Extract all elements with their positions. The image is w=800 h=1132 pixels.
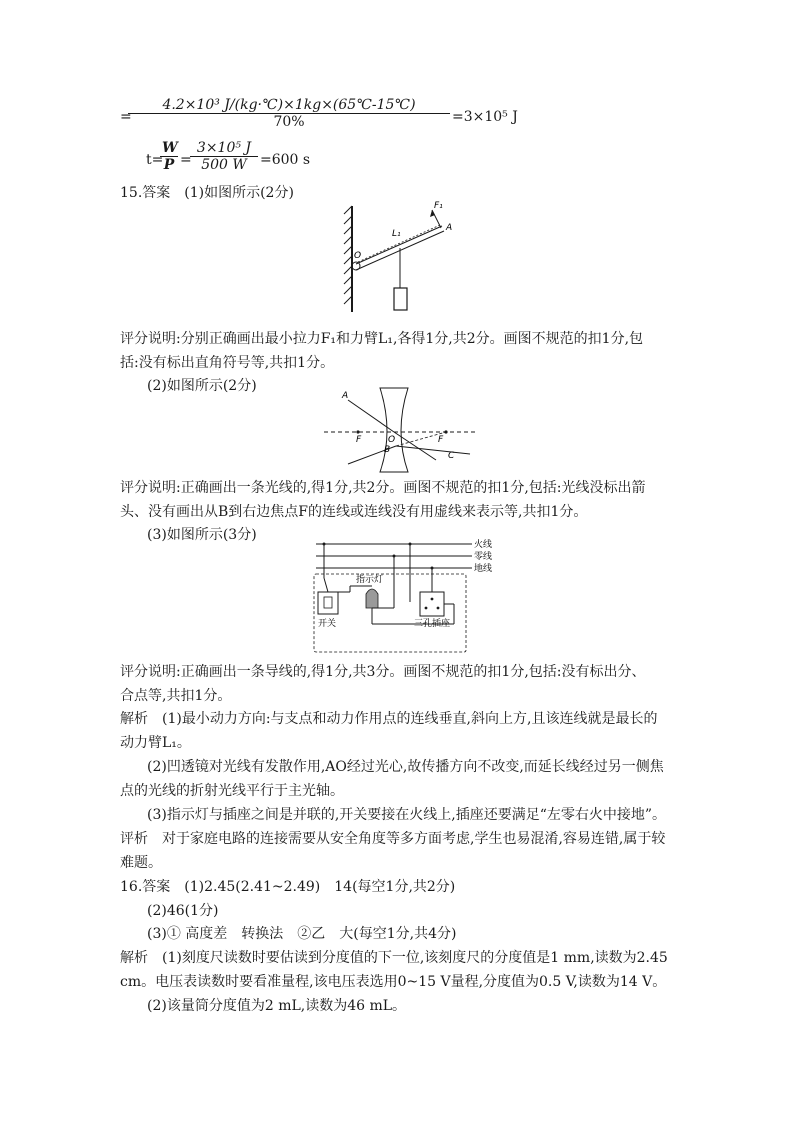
q16-part2: (2)46(1分) bbox=[147, 903, 219, 919]
label-A: A bbox=[342, 391, 349, 401]
formula-1-fraction bbox=[128, 97, 450, 130]
q15-note3-line2: 合点等,共扣1分。 bbox=[120, 688, 232, 704]
formula-1-denominator: 70% bbox=[273, 114, 305, 130]
label-neutral: 零线 bbox=[474, 552, 493, 562]
q16-heading: 16.答案 (1)2.45(2.41~2.49) 14(每空1分,共2分) bbox=[120, 879, 456, 895]
formula-2-prefix: t= bbox=[146, 152, 164, 168]
q15-part3: (3)如图所示(3分) bbox=[147, 527, 257, 543]
switch-box bbox=[318, 592, 338, 614]
label-F-left: F bbox=[356, 435, 362, 445]
label-lamp: 指示灯 bbox=[356, 575, 384, 585]
formula-2-frac1 bbox=[160, 140, 178, 173]
label-B: B bbox=[384, 445, 391, 455]
q15-analysis1-line2: 动力臂L₁。 bbox=[120, 735, 191, 751]
q15-note2-line2: 头、没有画出从B到右边焦点F的连线或连线没有用虚线来表示等,共扣1分。 bbox=[120, 504, 588, 520]
formula-2-equals: = bbox=[180, 152, 192, 168]
socket-hole-neutral bbox=[425, 607, 428, 610]
q16-analysis1-line1: 解析 (1)刻度尺读数时要估读到分度值的下一位,该刻度尺的分度值是1 mm,读数为2.45 bbox=[120, 950, 668, 966]
concave-lens bbox=[380, 388, 408, 472]
q16-analysis1-line2: cm。电压表读数时要看准量程,该电压表选用0~15 V量程,分度值为0.5 V,读数为14 V。 bbox=[120, 974, 667, 990]
q15-analysis3-line1: (3)指示灯与插座之间是并联的,开关要接在火线上,插座还要满足“左零右火中接地”。 bbox=[147, 807, 667, 823]
formula-2-result: =600 s bbox=[260, 152, 311, 168]
indicator-lamp-icon bbox=[366, 589, 378, 608]
q15-comment-line2: 难题。 bbox=[120, 855, 162, 871]
q15-note1-line2: 括:没有标出直角符号等,共扣1分。 bbox=[120, 355, 335, 371]
ray-AO bbox=[348, 400, 394, 432]
focal-point-right bbox=[444, 430, 447, 433]
label-C: C bbox=[448, 451, 455, 461]
formula-2-frac2 bbox=[190, 140, 258, 173]
q16-analysis2: (2)该量筒分度值为2 mL,读数为46 mL。 bbox=[147, 998, 407, 1014]
q15-heading: 15.答案 (1)如图所示(2分) bbox=[120, 185, 294, 201]
label-switch: 开关 bbox=[318, 619, 337, 629]
q15-comment-line1: 评析 对于家庭电路的连接需要从安全角度等多方面考虑,学生也易混淆,容易连错,属于较 bbox=[120, 831, 666, 847]
formula-2-frac2-den: 500 W bbox=[201, 157, 247, 173]
q15-note2-line1: 评分说明:正确画出一条光线的,得1分,共2分。画图不规范的扣1分,包括:光线没标出箭 bbox=[120, 480, 646, 496]
socket-hole-live bbox=[437, 607, 440, 610]
focal-point-left bbox=[356, 430, 359, 433]
switch-icon bbox=[324, 597, 332, 608]
formula-2-frac1-den: P bbox=[163, 157, 175, 173]
formula-2-frac2-num: 3×10⁵ J bbox=[190, 140, 258, 157]
q15-part2: (2)如图所示(2分) bbox=[147, 378, 257, 394]
label-O: O bbox=[388, 435, 396, 445]
label-L1: L₁ bbox=[392, 229, 401, 239]
socket-hole-ground bbox=[431, 598, 434, 601]
label-F-right: F bbox=[438, 435, 444, 445]
label-O: O bbox=[354, 251, 362, 261]
q16-part3: (3)① 高度差 转换法 ②乙 大(每空1分,共4分) bbox=[147, 926, 457, 942]
concave-lens-diagram bbox=[320, 386, 480, 474]
q15-analysis2-line1: (2)凹透镜对光线有发散作用,AO经过光心,故传播方向不改变,而延长线经过另一侧焦 bbox=[147, 759, 664, 775]
three-hole-socket bbox=[420, 592, 444, 616]
label-ground: 地线 bbox=[474, 564, 493, 574]
q15-analysis2-line2: 点的光线的折射光线平行于主光轴。 bbox=[120, 783, 344, 799]
formula-2-frac1-num: W bbox=[162, 140, 178, 156]
label-F1: F₁ bbox=[434, 201, 443, 211]
formula-1-result: =3×10⁵ J bbox=[452, 109, 518, 125]
formula-1-numerator: 4.2×10³ J/(kg·℃)×1kg×(65℃-15℃) bbox=[128, 97, 450, 114]
formula-1-prefix: = bbox=[120, 109, 132, 125]
hanging-weight bbox=[394, 288, 407, 310]
wall-hatching bbox=[344, 206, 352, 304]
refracted-ray-BC bbox=[396, 446, 470, 454]
household-circuit-diagram bbox=[306, 534, 502, 656]
label-live: 火线 bbox=[474, 540, 493, 550]
q15-note3-line1: 评分说明:正确画出一条导线的,得1分,共3分。画图不规范的扣1分,包括:没有标出分、 bbox=[120, 664, 646, 680]
label-A: A bbox=[446, 223, 453, 233]
wall-box-dashed bbox=[314, 574, 466, 652]
lever-diagram bbox=[340, 198, 470, 318]
q15-analysis1-line1: 解析 (1)最小动力方向:与支点和动力作用点的连线垂直,斜向上方,且该连线就是最长的 bbox=[120, 711, 658, 727]
q15-note1-line1: 评分说明:分别正确画出最小拉力F₁和力臂L₁,各得1分,共2分。画图不规范的扣1分,包 bbox=[120, 331, 644, 347]
label-socket: 三孔插座 bbox=[414, 619, 451, 629]
